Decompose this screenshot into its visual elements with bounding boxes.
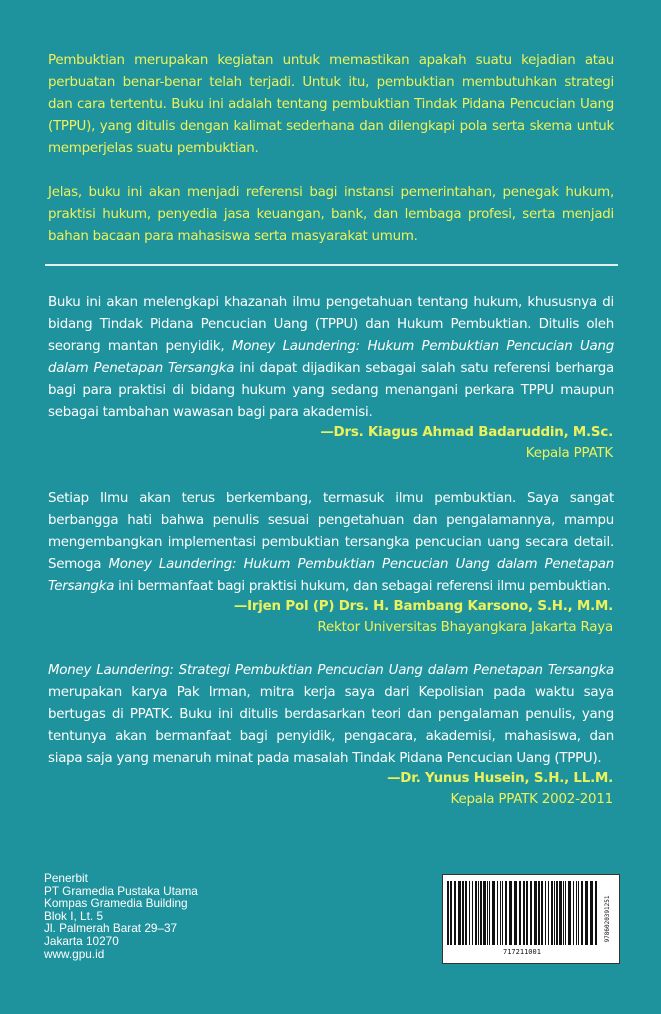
publisher-line: Jakarta 10270 [44, 933, 119, 948]
barcode-bar [523, 881, 525, 945]
barcode-bar [509, 881, 512, 945]
barcode-bar [500, 881, 501, 945]
quote-3-role: Kepala PPATK 2002-2011 [450, 792, 613, 807]
publisher-website: www.gpu.id [44, 946, 105, 961]
quote-2-book-title: Money Laundering: Hukum Pembuktian Pencucian Uang dalam Penetapan Tersangka [48, 557, 614, 594]
barcode-bar [581, 881, 583, 945]
barcode-bar [502, 881, 503, 945]
barcode-bar [578, 881, 579, 945]
quote-2-text: Setiap Ilmu akan terus berkembang, termasuk ilmu pembuktian. Saya sangat berbangga hati bahwa penulis sesuai pengetahuan dan pengalamannya, mampu mengembangkan implementasi pembuktian tersangka pencucian uang secara detail. Semoga Money Laundering: Hukum Pembuktian Pencucian Uang dalam Penetapan Tersangka ini bermanfaat bagi praktisi hukum, dan sebagai referensi ilmu pembuktian. [48, 491, 614, 594]
section-divider [45, 264, 618, 266]
barcode-bar [469, 881, 470, 945]
quote-1-role: Kepala PPATK [525, 446, 613, 461]
barcode-bar [534, 881, 537, 945]
barcode-bar [559, 881, 562, 945]
barcode-bar [478, 881, 479, 945]
publisher-line: Blok I, Lt. 5 [44, 908, 104, 923]
quote-1-text: Buku ini akan melengkapi khazanah ilmu pengetahuan tentang hukum, khususnya di bidang Tindak Pidana Pencucian Uang (TPPU) dan Hukum Pembuktian. Ditulis oleh seorang mantan penyidik, Money Laundering: Hukum Pembuktian Pencucian Uang dalam Penetapan Tersangka ini dapat dijadikan sebagai salah satu referensi berharga bagi para praktisi di bidang hukum yang sedang menangani perkara TPPU maupun sebagai tambahan wawasan bagi para akademisi. [48, 295, 614, 420]
quote-3-book-title: Money Laundering: Strategi Pembuktian Pencucian Uang dalam Penetapan Tersangka [48, 663, 614, 678]
barcode-bar [548, 881, 549, 945]
quote-1-attribution [320, 422, 613, 464]
publisher-info [44, 872, 198, 960]
barcode-bar [530, 881, 532, 945]
barcode-graphic [443, 875, 619, 963]
barcode-bar [487, 881, 488, 945]
quote-3-attribution [387, 768, 613, 810]
barcode-bar [489, 881, 490, 945]
barcode-isbn: 9786020391251 [604, 895, 611, 943]
barcode-bar [568, 881, 571, 945]
barcode-bar [480, 881, 482, 945]
blurb-paragraph-2: Jelas, buku ini akan menjadi referensi bagi instansi pemerintahan, penegak hukum, praktisi hukum, penyedia jasa keuangan, bank, dan lembaga profesi, serta menjadi bahan bacaan para mahasiswa serta masyarakat umum. [48, 185, 614, 244]
quote-3-author: —Dr. Yunus Husein, S.H., LL.M. [387, 771, 613, 786]
barcode-bar [450, 881, 452, 945]
quote-2-author: —Irjen Pol (P) Drs. H. Bambang Karsono, S.H., M.M. [233, 599, 613, 614]
barcode-bar [545, 881, 546, 945]
barcode-bar [447, 881, 449, 945]
publisher-line: PT Gramedia Pustaka Utama [44, 883, 198, 898]
barcode-bar [541, 881, 543, 945]
barcode-bar [573, 881, 574, 945]
barcode-bar [526, 881, 528, 945]
barcode-bar [554, 881, 555, 945]
barcode-bar [563, 881, 564, 945]
barcode-bar [462, 881, 464, 945]
quote-1-book-title: Money Laundering: Hukum Pembuktian Pencucian Uang dalam Penetapan Tersangka [48, 339, 614, 376]
barcode-number: 717211001 [503, 948, 541, 956]
barcode-bar [465, 881, 467, 945]
barcode-bar [565, 881, 566, 945]
barcode-bar [472, 881, 473, 945]
barcode-bar [483, 881, 486, 945]
barcode-bar [454, 881, 456, 945]
barcode-bar [585, 881, 588, 945]
barcode [442, 874, 620, 964]
barcode-bar [538, 881, 540, 945]
publisher-line: Penerbit [44, 871, 88, 885]
publisher-line: Jl. Palmerah Barat 29–37 [44, 921, 178, 936]
barcode-bar [505, 881, 507, 945]
barcode-bar [595, 881, 597, 945]
barcode-bar [590, 881, 593, 945]
quote-3-text: Money Laundering: Strategi Pembuktian Pencucian Uang dalam Penetapan Tersangka merupakan karya Pak Irman, mitra kerja saya dari Kepolisian pada waktu saya bertugas di PPATK. Buku ini ditulis berdasarkan teori dan pengalaman penulis, yang tentunya akan bermanfaat bagi penyidik, pengacara, akademisi, mahasiswa, dan siapa saja yang menaruh minat pada masalah Tindak Pidana Pencucian Uang (TPPU). [48, 663, 614, 766]
barcode-bar [556, 881, 558, 945]
barcode-bar [497, 881, 498, 945]
blurb-paragraph-1: Pembuktian merupakan kegiatan untuk memastikan apakah suatu kejadian atau perbuatan benar-benar telah terjadi. Untuk itu, pembuktian membutuhkan strategi dan cara tertentu. Buku ini adalah tentang pembuktian Tindak Pidana Pencucian Uang (TPPU), yang ditulis dengan kalimat sederhana dan dilengkapi pola serta skema untuk memperjelas suatu pembuktian. [48, 53, 614, 156]
barcode-bar [514, 881, 517, 945]
barcode-bar [475, 881, 477, 945]
barcode-bar [551, 881, 553, 945]
barcode-bar [519, 881, 521, 945]
publisher-line: Kompas Gramedia Building [44, 896, 188, 911]
quote-2-role: Rektor Universitas Bhayangkara Jakarta Raya [317, 620, 613, 635]
barcode-bar [492, 881, 495, 945]
barcode-bar [576, 881, 577, 945]
quote-2-attribution [234, 596, 613, 638]
quote-1-author: —Drs. Kiagus Ahmad Badaruddin, M.Sc. [320, 425, 613, 440]
barcode-bar [458, 881, 461, 945]
